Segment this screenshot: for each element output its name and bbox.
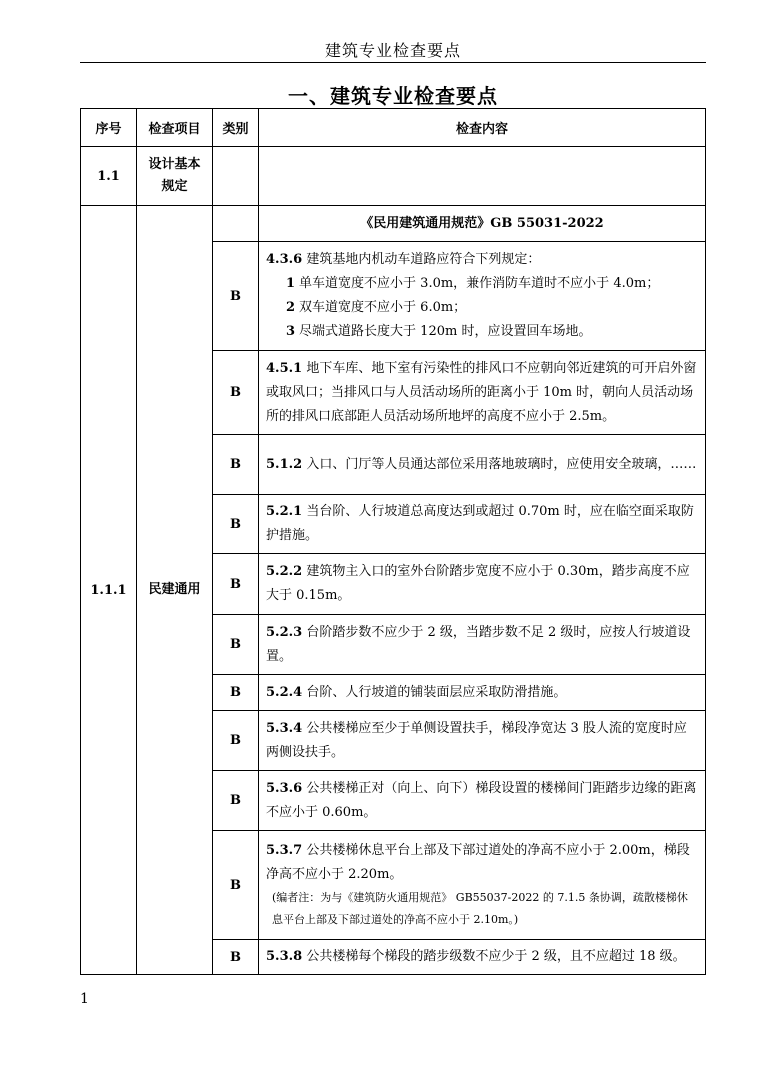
row-content bbox=[259, 554, 706, 615]
row-category: B bbox=[213, 242, 259, 351]
clause-text: 地下车库、地下室有污染性的排风口不应朝向邻近建筑的可开启外窗或取风口；当排风口与人员活动场所的距离小于 10m 时，朝向人员活动场所的排风口底部距人员活动场所地坪的高度不应小于 2.5m。 bbox=[266, 360, 697, 424]
clause-text: 建筑物主入口的室外台阶踏步宽度不应小于 0.30m，踏步高度不应大于 0.15m。 bbox=[266, 564, 690, 603]
section-item-line1: 设计基本 bbox=[148, 157, 201, 172]
clause-text: 台阶、人行坡道的铺装面层应采取防滑措施。 bbox=[302, 684, 567, 700]
page-title: 一、建筑专业检查要点 bbox=[288, 84, 498, 108]
clause-text: 公共楼梯正对（向上、向下）梯段设置的楼梯间门距踏步边缘的距离不应小于 0.60m。 bbox=[266, 780, 697, 820]
row-category: B bbox=[213, 711, 259, 771]
clause-text: 公共楼梯休息平台上部及下部过道处的净高不应小于 2.00m，梯段净高不应小于 2.20m。 bbox=[266, 843, 690, 882]
row-content bbox=[259, 435, 706, 495]
clause-number: 5.3.4 bbox=[266, 720, 303, 736]
row-category: B bbox=[213, 675, 259, 711]
clause-text: 入口、门厅等人员通达部位采用落地玻璃时，应使用安全玻璃，…… bbox=[302, 456, 697, 472]
row-content bbox=[259, 940, 706, 975]
sub-text: 双车道宽度不应小于 6.0m； bbox=[299, 300, 467, 315]
standard-category bbox=[213, 206, 259, 242]
row-content bbox=[259, 771, 706, 831]
clause-text: 公共楼梯应至少于单侧设置扶手，梯段净宽达 3 股人流的宽度时应两侧设扶手。 bbox=[266, 720, 687, 760]
row-content bbox=[259, 711, 706, 771]
section-category bbox=[213, 147, 259, 206]
sub-text: 尽端式道路长度大于 120m 时，应设置回车场地。 bbox=[299, 324, 592, 339]
clause-text: 当台阶、人行坡道总高度达到或超过 0.70m 时，应在临空面采取防护措施。 bbox=[266, 504, 694, 543]
clause-number: 5.2.1 bbox=[266, 504, 303, 519]
section-item bbox=[137, 147, 213, 206]
row-content bbox=[259, 675, 706, 711]
section-row bbox=[81, 147, 706, 206]
sub-number: 2 bbox=[286, 300, 296, 315]
standard-row bbox=[81, 206, 706, 242]
clause-number: 4.3.6 bbox=[266, 252, 303, 267]
sub-text: 单车道宽度不应小于 3.0m，兼作消防车道时不应小于 4.0m； bbox=[299, 276, 660, 291]
inspection-table bbox=[80, 108, 706, 975]
clause-number: 5.3.7 bbox=[266, 843, 303, 858]
clause-text: 建筑基地内机动车道路应符合下列规定： bbox=[302, 252, 541, 267]
group-item: 民建通用 bbox=[137, 206, 213, 975]
row-category: B bbox=[213, 831, 259, 940]
clause-number: 5.3.8 bbox=[266, 949, 303, 964]
row-content bbox=[259, 242, 706, 351]
header-seq: 序号 bbox=[81, 109, 137, 147]
clause-text: 台阶踏步数不应少于 2 级，当踏步数不足 2 级时，应按人行坡道设置。 bbox=[266, 624, 691, 664]
header-category: 类别 bbox=[213, 109, 259, 147]
row-category: B bbox=[213, 435, 259, 495]
section-content bbox=[259, 147, 706, 206]
header-rule bbox=[80, 62, 706, 63]
section-number: 1.1 bbox=[81, 147, 137, 206]
sub-number: 1 bbox=[286, 276, 296, 291]
row-category: B bbox=[213, 495, 259, 554]
running-header: 建筑专业检查要点 bbox=[324, 41, 461, 60]
editor-note: (编者注：为与《建筑防火通用规范》 GB55037-2022 的 7.1.5 条协调，疏散楼梯休息平台上部及下部过道处的净高不应小于 2.10m。) bbox=[272, 891, 688, 926]
clause-text: 公共楼梯每个梯段的踏步级数不应少于 2 级，且不应超过 18 级。 bbox=[302, 949, 686, 964]
clause-number: 4.5.1 bbox=[266, 360, 303, 376]
clause-number: 5.3.6 bbox=[266, 780, 303, 796]
clause-number: 5.2.3 bbox=[266, 624, 303, 640]
clause-number: 5.2.4 bbox=[266, 684, 303, 700]
section-item-line2: 规定 bbox=[161, 179, 188, 194]
header-content: 检查内容 bbox=[259, 109, 706, 147]
row-category: B bbox=[213, 351, 259, 435]
row-category: B bbox=[213, 940, 259, 975]
row-content bbox=[259, 495, 706, 554]
clause-number: 5.2.2 bbox=[266, 564, 303, 579]
row-content bbox=[259, 615, 706, 675]
header-item: 检查项目 bbox=[137, 109, 213, 147]
table-header-row bbox=[81, 109, 706, 147]
row-category: B bbox=[213, 615, 259, 675]
clause-number: 5.1.2 bbox=[266, 456, 303, 472]
standard-title: 《民用建筑通用规范》GB 55031-2022 bbox=[259, 206, 706, 242]
row-category: B bbox=[213, 771, 259, 831]
row-content bbox=[259, 831, 706, 940]
sub-number: 3 bbox=[286, 324, 296, 339]
group-number: 1.1.1 bbox=[81, 206, 137, 975]
row-content bbox=[259, 351, 706, 435]
row-category: B bbox=[213, 554, 259, 615]
page-number: 1 bbox=[80, 991, 89, 1007]
